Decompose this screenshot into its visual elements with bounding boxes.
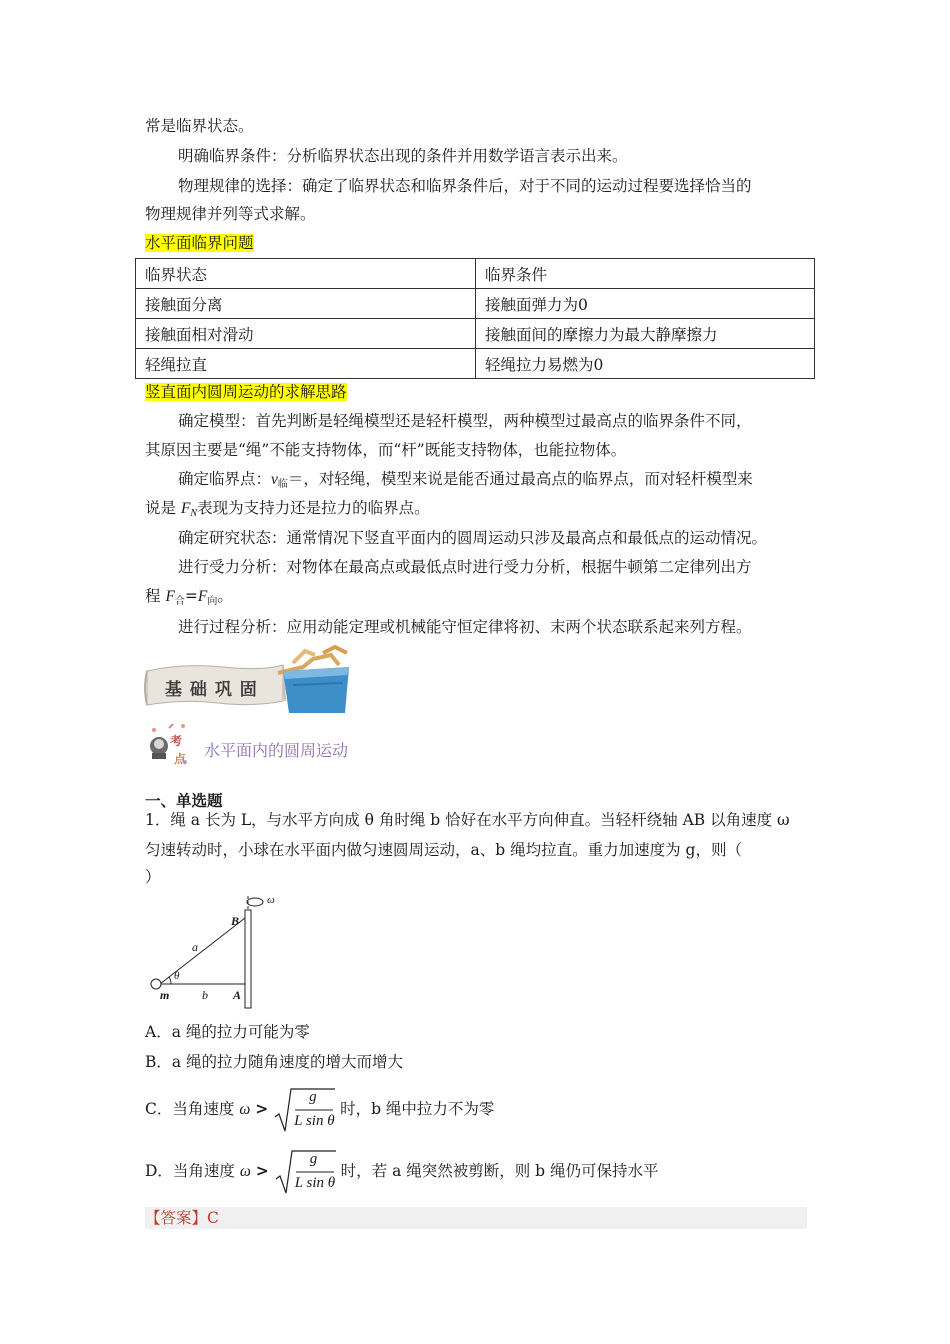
- formula-numerator: g: [309, 1151, 318, 1167]
- kaodian-badge-bottom: 点: [174, 752, 187, 766]
- section-heading-horizontal: 水平面临界问题: [145, 234, 254, 252]
- label-B: B: [231, 914, 240, 928]
- sqrt-formula: [273, 1087, 335, 1133]
- vertical-p5: 进行过程分析：应用动能定理或机械能守恒定律将初、末两个状态联系起来列方程。: [178, 618, 752, 636]
- critical-table: [135, 258, 815, 379]
- section-heading-vertical: 竖直面内圆周运动的求解思路: [145, 383, 347, 401]
- formula-numerator: g: [309, 1089, 317, 1105]
- sqrt-formula: [274, 1149, 336, 1195]
- intro-line-3: 物理规律的选择：确定了临界状态和临界条件后，对于不同的运动过程要选择恰当的: [178, 177, 752, 195]
- vertical-p4-line-2: 程 $F_合=F_向$。: [145, 587, 233, 607]
- option-C: [145, 1084, 494, 1134]
- rope-rod-diagram: [145, 894, 285, 1012]
- question-stem-line-3: ）: [145, 868, 161, 886]
- option-C-suffix: 时，b 绳中拉力不为零: [340, 1100, 495, 1118]
- intro-line-4: 物理规律并列等式求解。: [145, 205, 316, 223]
- answer: [145, 1208, 219, 1228]
- option-D-suffix: 时，若 a 绳突然被剪断，则 b 绳仍可保持水平: [340, 1162, 659, 1180]
- option-B: B．a 绳的拉力随角速度的增大而增大: [145, 1053, 404, 1071]
- question-stem-line-1: 1．绳 a 长为 L，与水平方向成 θ 角时绳 b 恰好在水平方向伸直。当轻杆绕轴 AB 以角速度 ω: [145, 811, 790, 829]
- vertical-p1-line-1: 确定模型：首先判断是轻绳模型还是轻杆模型，两种模型过最高点的临界条件不同，: [178, 412, 752, 430]
- table-row: [136, 319, 815, 349]
- formula-gt: >: [255, 1161, 269, 1180]
- question-stem-line-2: 匀速转动时，小球在水平面内做匀速圆周运动，a、b 绳均拉直。重力加速度为 g，则（: [145, 841, 742, 859]
- table-header-row: [136, 259, 815, 289]
- table-header-cell: 临界状态: [136, 259, 476, 289]
- vertical-p3: 确定研究状态：通常情况下竖直平面内的圆周运动只涉及最高点和最低点的运动情况。: [178, 529, 768, 547]
- formula-omega: ω: [239, 1101, 251, 1118]
- label-a: a: [192, 940, 198, 954]
- answer-value: C: [207, 1209, 219, 1227]
- option-D-prefix: D．当角速度: [145, 1162, 235, 1180]
- formula-gt: >: [255, 1099, 269, 1118]
- label-A: A: [233, 988, 242, 1002]
- table-cell: 轻绳拉直: [136, 349, 476, 379]
- kaodian-title: 水平面内的圆周运动: [204, 741, 349, 760]
- formula-denominator: L sin θ: [294, 1113, 335, 1129]
- formula-denominator: L sin θ: [294, 1175, 336, 1191]
- vertical-p2-line-1: 确定临界点：$v_临=$，对轻绳，模型来说是能否通过最高点的临界点，而对轻杆模型来: [178, 470, 753, 490]
- option-A: A．a 绳的拉力可能为零: [145, 1023, 310, 1041]
- table-header-cell: 临界条件: [476, 259, 815, 289]
- label-b: b: [202, 988, 208, 1002]
- table-cell: 接触面分离: [136, 289, 476, 319]
- vertical-p1-line-2: 其原因主要是“绳”不能支持物体，而“杆”既能支持物体，也能拉物体。: [145, 441, 627, 459]
- kaodian-badge: [145, 722, 193, 774]
- vertical-p2-line-2: 说是 $F_N$表现为支持力还是拉力的临界点。: [145, 499, 430, 519]
- label-m: m: [160, 988, 170, 1002]
- banner-title: 基 础 巩 固: [165, 680, 258, 700]
- answer-label: 【答案】: [145, 1209, 208, 1227]
- option-D: [145, 1146, 659, 1196]
- vertical-p4-line-1: 进行受力分析：对物体在最高点或最低点时进行受力分析，根据牛顿第二定律列出方: [178, 558, 752, 576]
- table-cell: 接触面弹力为0: [476, 289, 815, 319]
- label-omega: ω: [267, 894, 275, 906]
- table-row: [136, 349, 815, 379]
- table-cell: 接触面相对滑动: [136, 319, 476, 349]
- intro-line-1: 常是临界状态。: [145, 117, 254, 135]
- label-theta: θ: [174, 970, 180, 982]
- table-row: [136, 289, 815, 319]
- table-cell: 接触面间的摩擦力为最大静摩擦力: [476, 319, 815, 349]
- section-single-choice: 一、单选题: [145, 791, 223, 810]
- option-C-prefix: C．当角速度: [145, 1100, 235, 1118]
- intro-line-2: 明确临界条件：分析临界状态出现的条件并用数学语言表示出来。: [178, 147, 628, 165]
- formula-omega: ω: [239, 1163, 251, 1180]
- table-cell: 轻绳拉力易燃为0: [476, 349, 815, 379]
- kaodian-badge-top: 考: [170, 734, 183, 748]
- answer-bar: [145, 1207, 807, 1229]
- basic-consolidation-banner: [143, 645, 353, 717]
